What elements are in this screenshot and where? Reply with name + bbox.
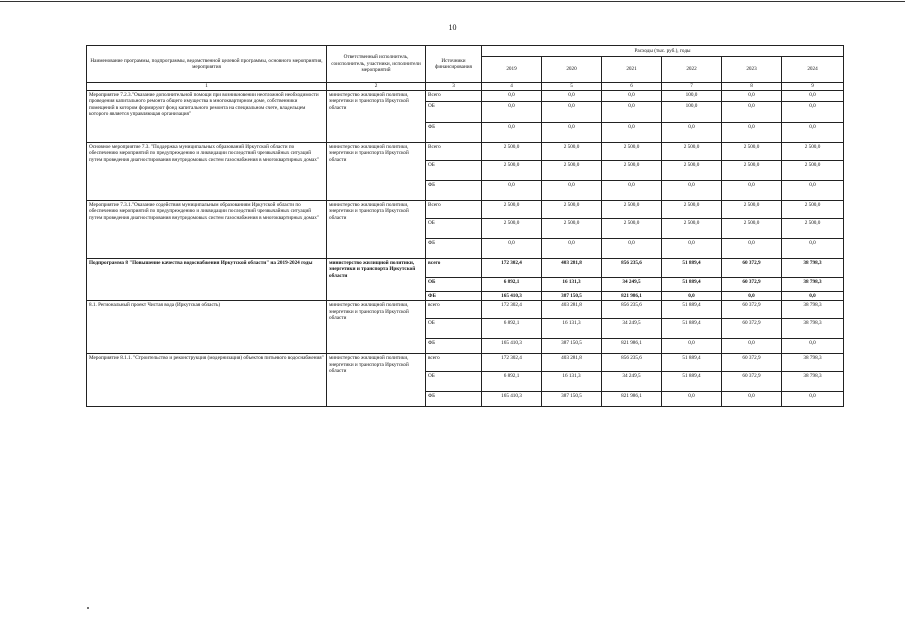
- value-cell: 0,0: [482, 122, 542, 142]
- value-cell: 60 372,9: [722, 258, 782, 277]
- value-cell: 0,0: [782, 90, 844, 101]
- program-name-cell: Мероприятие 7.2.3."Оказание дополнительной помощи при возникновении неотложной необходимости проведения капитального ремонта общего имущества в многоквартирном доме, собственники помещений в котором формируют фонд капитального ремонта на специальном счете, владельцем которого является управляющая организация": [87, 90, 327, 142]
- value-cell: 0,0: [722, 291, 782, 301]
- header-program: Наименование программы, подпрограммы, ведомственной целевой программы, основного мероприятия, мероприятия: [87, 46, 327, 83]
- value-cell: 100,0: [662, 101, 722, 122]
- executor-cell: министерство жилищной политики, энергетики и транспорта Иркутской области: [327, 142, 426, 200]
- value-cell: 2 500,0: [542, 160, 602, 180]
- source-cell: ФБ: [426, 238, 482, 258]
- program-name-cell: Мероприятие 8.1.1. "Строительство и реконструкция (модернизация) объектов питьевого водоснабжения": [87, 354, 327, 407]
- program-name-cell: Подпрограмма 8 "Повышение качества водоснабжения Иркутской области" на 2019-2024 годы: [87, 258, 327, 301]
- value-cell: 0,0: [782, 122, 844, 142]
- value-cell: 51 889,4: [662, 258, 722, 277]
- value-cell: 34 249,5: [602, 319, 662, 339]
- source-cell: ОБ: [426, 277, 482, 291]
- value-cell: 2 500,0: [482, 142, 542, 160]
- value-cell: 2 500,0: [542, 218, 602, 238]
- value-cell: 2 500,0: [722, 218, 782, 238]
- value-cell: 0,0: [782, 101, 844, 122]
- value-cell: 2 500,0: [782, 160, 844, 180]
- value-cell: 2 500,0: [482, 218, 542, 238]
- value-cell: 0,0: [542, 90, 602, 101]
- source-cell: всего: [426, 258, 482, 277]
- value-cell: 2 500,0: [602, 160, 662, 180]
- value-cell: 387 150,5: [542, 291, 602, 301]
- value-cell: 0,0: [722, 122, 782, 142]
- column-index: 8: [722, 83, 782, 91]
- executor-cell: министерство жилищной политики, энергетики и транспорта Иркутской области: [327, 301, 426, 354]
- program-name-cell: Мероприятие 7.3.1."Оказание содействия муниципальным образованиям Иркутской области по обеспечению мероприятий по предупреждению и ликвидации последствий чрезвычайных ситуаций путем проведения диагностирования внутридомовых систем газоснабжения в многоквартирных домах": [87, 200, 327, 258]
- program-name-cell: 8.1. Региональный проект Чистая вода (Иркутская область): [87, 301, 327, 354]
- header-year: 2023: [722, 57, 782, 83]
- source-cell: ФБ: [426, 180, 482, 200]
- column-index-row: [87, 83, 844, 91]
- source-cell: Всего: [426, 142, 482, 160]
- page-number: 10: [448, 23, 457, 32]
- value-cell: 60 372,9: [722, 277, 782, 291]
- value-cell: 2 500,0: [602, 200, 662, 218]
- value-cell: 16 131,3: [542, 319, 602, 339]
- value-cell: 172 302,4: [482, 258, 542, 277]
- value-cell: 387 150,5: [542, 339, 602, 354]
- value-cell: 0,0: [482, 238, 542, 258]
- value-cell: 2 500,0: [722, 200, 782, 218]
- value-cell: 60 372,9: [722, 354, 782, 372]
- value-cell: 2 500,0: [722, 160, 782, 180]
- table-row: [87, 200, 844, 218]
- value-cell: 403 281,8: [542, 258, 602, 277]
- value-cell: 38 798,3: [782, 277, 844, 291]
- value-cell: 2 500,0: [782, 200, 844, 218]
- source-cell: ОБ: [426, 319, 482, 339]
- source-cell: Всего: [426, 90, 482, 101]
- value-cell: 0,0: [662, 122, 722, 142]
- source-cell: ОБ: [426, 160, 482, 180]
- source-cell: ОБ: [426, 372, 482, 392]
- executor-cell: министерство жилищной политики, энергетики и транспорта Иркутской области: [327, 90, 426, 142]
- source-cell: всего: [426, 301, 482, 319]
- executor-cell: министерство жилищной политики, энергетики и транспорта Иркутской области: [327, 258, 426, 301]
- value-cell: 2 500,0: [782, 218, 844, 238]
- source-cell: ФБ: [426, 339, 482, 354]
- value-cell: 0,0: [662, 339, 722, 354]
- source-cell: ФБ: [426, 392, 482, 407]
- table-row: [87, 301, 844, 319]
- value-cell: 6 892,1: [482, 372, 542, 392]
- source-cell: всего: [426, 354, 482, 372]
- value-cell: 856 235,6: [602, 301, 662, 319]
- value-cell: 0,0: [542, 122, 602, 142]
- value-cell: 60 372,9: [722, 372, 782, 392]
- value-cell: 0,0: [782, 339, 844, 354]
- value-cell: 0,0: [602, 238, 662, 258]
- value-cell: 0,0: [662, 392, 722, 407]
- header-year: 2024: [782, 57, 844, 83]
- value-cell: 0,0: [782, 392, 844, 407]
- value-cell: 403 281,8: [542, 354, 602, 372]
- column-index: 5: [542, 83, 602, 91]
- value-cell: 38 798,3: [782, 319, 844, 339]
- value-cell: 2 500,0: [662, 200, 722, 218]
- value-cell: 16 131,3: [542, 372, 602, 392]
- column-index: 4: [482, 83, 542, 91]
- scan-top-edge: [0, 1, 905, 2]
- source-cell: ФБ: [426, 122, 482, 142]
- header-year: 2019: [482, 57, 542, 83]
- value-cell: 2 500,0: [482, 160, 542, 180]
- value-cell: 51 889,4: [662, 301, 722, 319]
- value-cell: 60 372,9: [722, 301, 782, 319]
- value-cell: 38 798,3: [782, 354, 844, 372]
- budget-table: [86, 45, 844, 407]
- source-cell: ОБ: [426, 101, 482, 122]
- value-cell: 0,0: [602, 180, 662, 200]
- value-cell: 100,0: [662, 90, 722, 101]
- value-cell: 0,0: [542, 238, 602, 258]
- source-cell: ОБ: [426, 218, 482, 238]
- value-cell: 165 410,3: [482, 339, 542, 354]
- value-cell: 51 889,4: [662, 319, 722, 339]
- value-cell: 0,0: [722, 90, 782, 101]
- value-cell: 6 892,1: [482, 277, 542, 291]
- value-cell: 0,0: [482, 90, 542, 101]
- executor-cell: министерство жилищной политики, энергетики и транспорта Иркутской области: [327, 200, 426, 258]
- value-cell: 0,0: [722, 101, 782, 122]
- scan-speck: [87, 607, 89, 609]
- column-index: 1: [87, 83, 327, 91]
- value-cell: 6 892,1: [482, 319, 542, 339]
- column-index: 6: [602, 83, 662, 91]
- value-cell: 165 410,3: [482, 291, 542, 301]
- value-cell: 172 302,4: [482, 354, 542, 372]
- table-row: [87, 90, 844, 101]
- value-cell: 0,0: [662, 238, 722, 258]
- value-cell: 0,0: [482, 180, 542, 200]
- value-cell: 34 249,5: [602, 277, 662, 291]
- value-cell: 2 500,0: [542, 200, 602, 218]
- value-cell: 0,0: [722, 238, 782, 258]
- value-cell: 821 986,1: [602, 392, 662, 407]
- source-cell: ФБ: [426, 291, 482, 301]
- value-cell: 0,0: [542, 180, 602, 200]
- value-cell: 0,0: [782, 291, 844, 301]
- value-cell: 0,0: [542, 101, 602, 122]
- value-cell: 0,0: [782, 238, 844, 258]
- table-body: [87, 90, 844, 407]
- value-cell: 0,0: [662, 180, 722, 200]
- value-cell: 821 986,1: [602, 339, 662, 354]
- header-sources: Источники финансирования: [426, 46, 482, 83]
- header-year: 2021: [602, 57, 662, 83]
- column-index: 3: [426, 83, 482, 91]
- value-cell: 403 281,8: [542, 301, 602, 319]
- value-cell: 38 798,3: [782, 372, 844, 392]
- header-expenses: Расходы (тыс. руб.), годы: [482, 46, 844, 57]
- value-cell: 0,0: [602, 122, 662, 142]
- header-year: 2022: [662, 57, 722, 83]
- value-cell: 2 500,0: [482, 200, 542, 218]
- value-cell: 51 889,4: [662, 372, 722, 392]
- value-cell: 387 150,5: [542, 392, 602, 407]
- value-cell: 172 302,4: [482, 301, 542, 319]
- value-cell: 34 249,5: [602, 372, 662, 392]
- table-row: [87, 354, 844, 372]
- value-cell: 2 500,0: [662, 160, 722, 180]
- value-cell: 0,0: [722, 392, 782, 407]
- value-cell: 0,0: [602, 101, 662, 122]
- table-row: [87, 142, 844, 160]
- value-cell: 38 798,3: [782, 301, 844, 319]
- value-cell: 51 889,4: [662, 277, 722, 291]
- value-cell: 821 986,1: [602, 291, 662, 301]
- value-cell: 0,0: [602, 90, 662, 101]
- header-year: 2020: [542, 57, 602, 83]
- column-index: 7: [662, 83, 722, 91]
- table-row: [87, 258, 844, 277]
- executor-cell: министерство жилищной политики, энергетики и транспорта Иркутской области: [327, 354, 426, 407]
- value-cell: 0,0: [722, 180, 782, 200]
- program-name-cell: Основное мероприятие 7.3. "Поддержка муниципальных образований Иркутской области по обеспечению мероприятий по предупреждению и ликвидации последствий чрезвычайных ситуаций путем проведения диагностирования внутридомовых систем газоснабжения в многоквартирных домах": [87, 142, 327, 200]
- value-cell: 2 500,0: [662, 218, 722, 238]
- header-executor: Ответственный исполнитель, соисполнитель, участники, исполнители мероприятий: [327, 46, 426, 83]
- source-cell: Всего: [426, 200, 482, 218]
- value-cell: 856 235,6: [602, 258, 662, 277]
- value-cell: 856 235,6: [602, 354, 662, 372]
- value-cell: 60 372,9: [722, 319, 782, 339]
- value-cell: 51 889,4: [662, 354, 722, 372]
- column-index: 9: [782, 83, 844, 91]
- value-cell: 38 798,3: [782, 258, 844, 277]
- column-index: 2: [327, 83, 426, 91]
- value-cell: 2 500,0: [602, 218, 662, 238]
- value-cell: 2 500,0: [542, 142, 602, 160]
- value-cell: 16 131,3: [542, 277, 602, 291]
- value-cell: 2 500,0: [662, 142, 722, 160]
- value-cell: 0,0: [782, 180, 844, 200]
- value-cell: 0,0: [482, 101, 542, 122]
- value-cell: 165 410,3: [482, 392, 542, 407]
- value-cell: 2 500,0: [782, 142, 844, 160]
- value-cell: 0,0: [662, 291, 722, 301]
- value-cell: 2 500,0: [722, 142, 782, 160]
- value-cell: 0,0: [722, 339, 782, 354]
- value-cell: 2 500,0: [602, 142, 662, 160]
